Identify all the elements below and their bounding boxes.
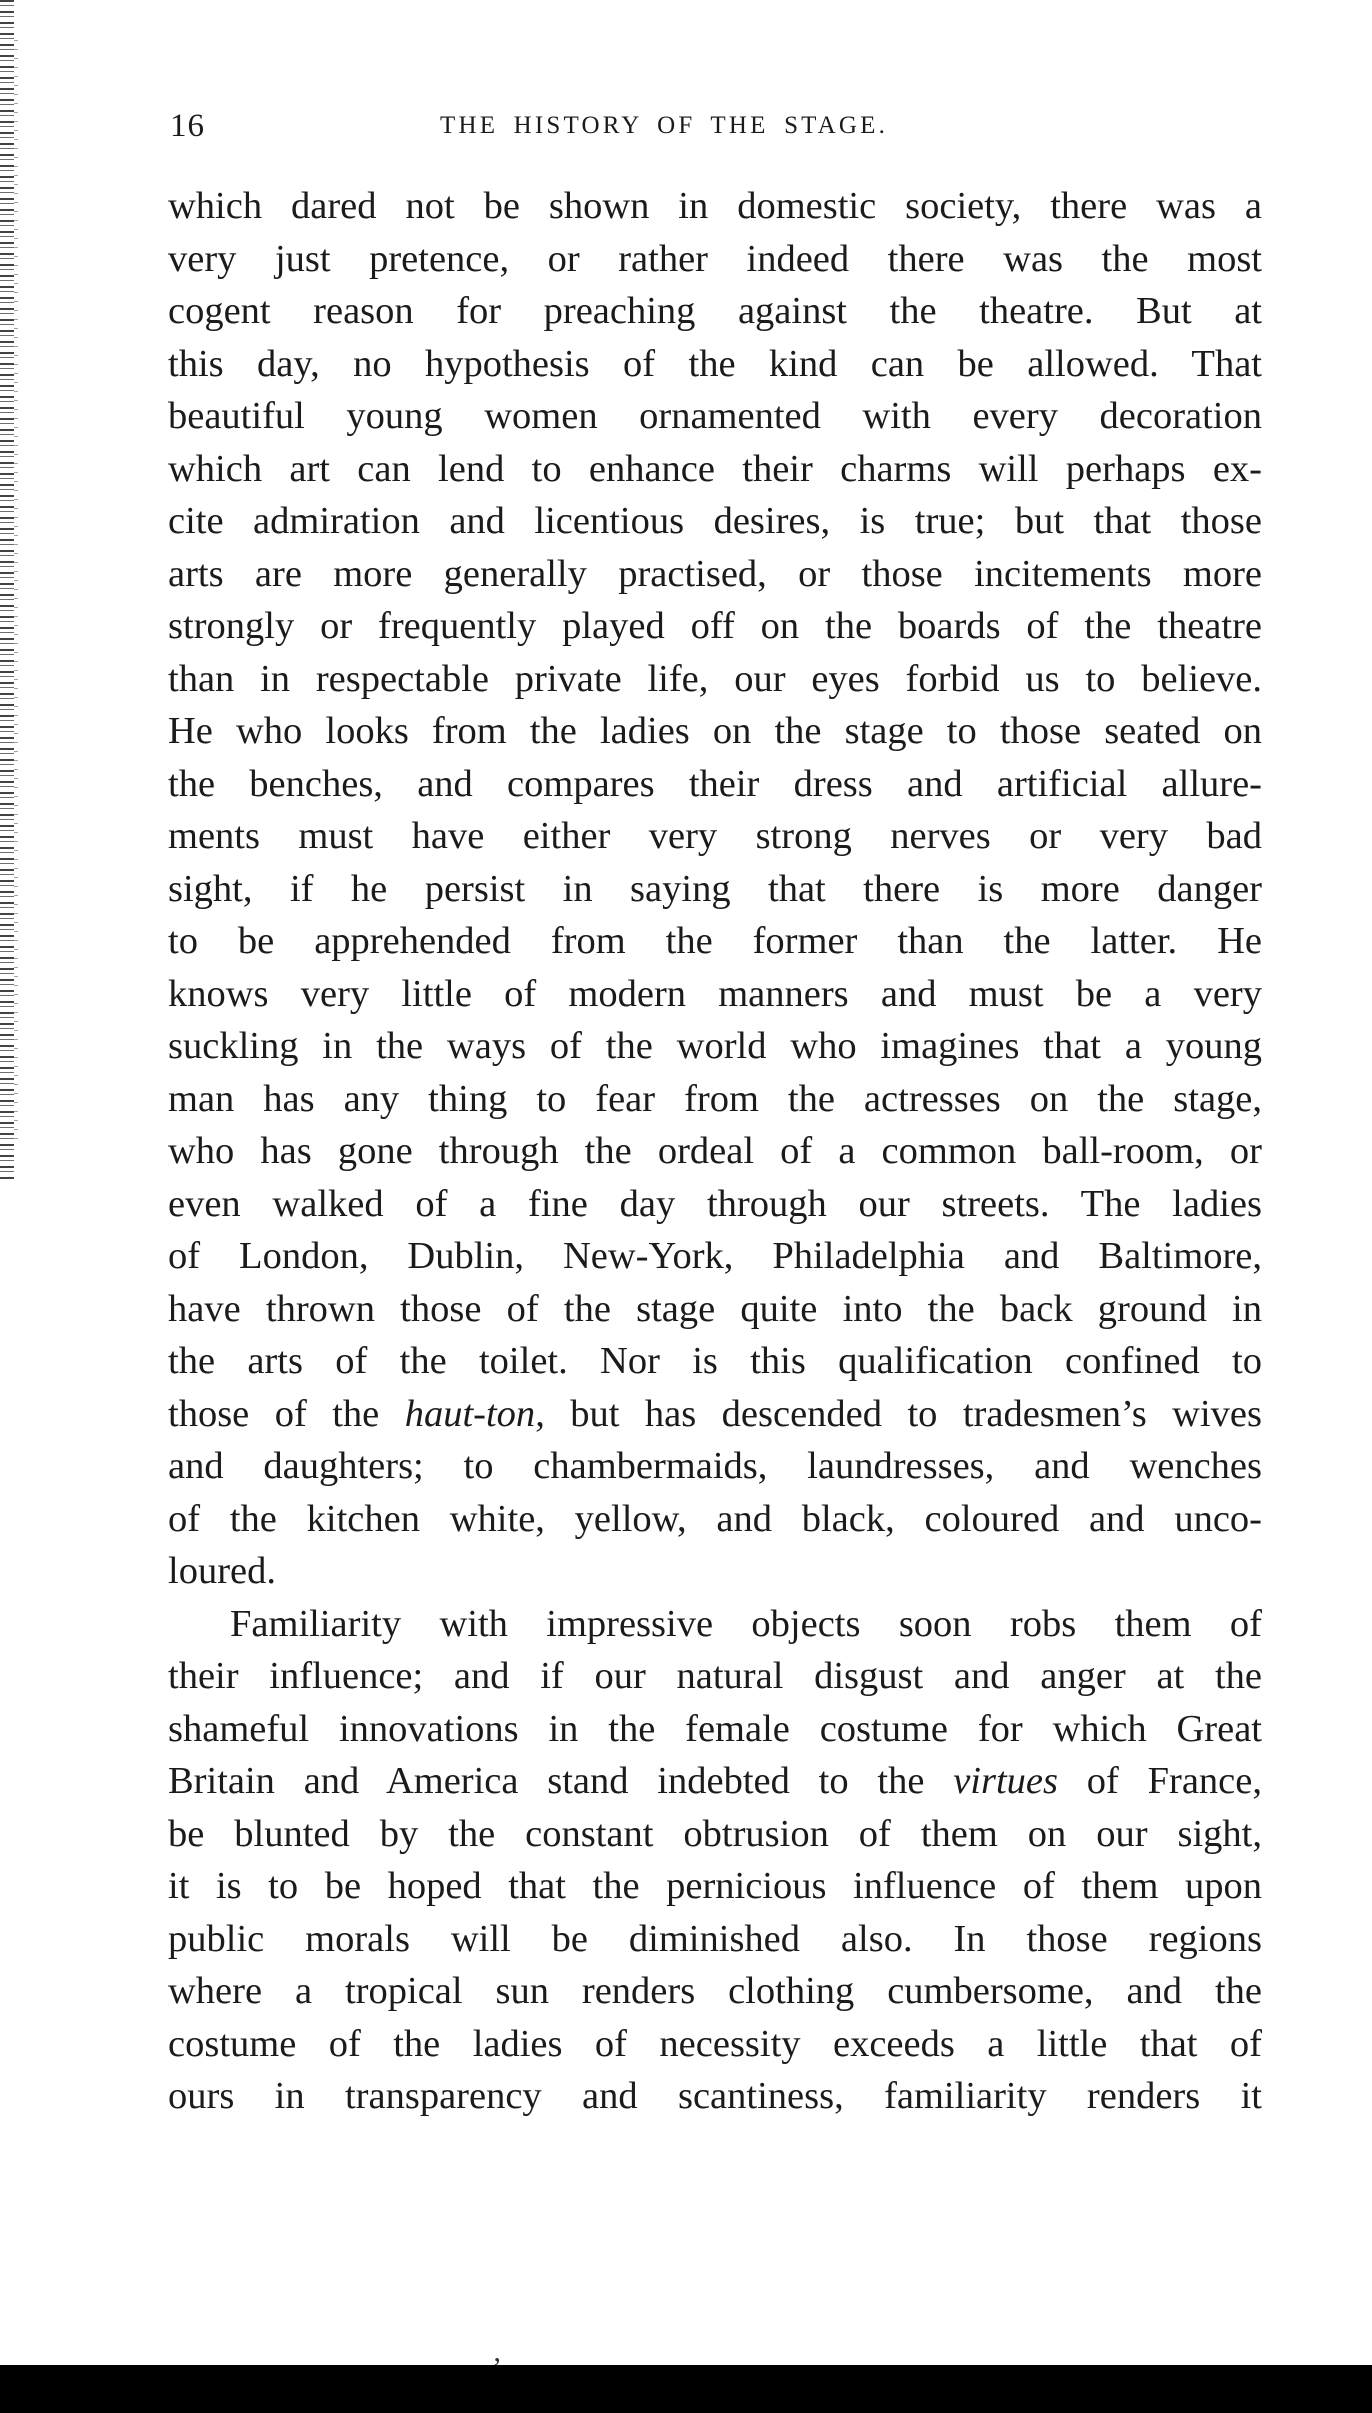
text-line: suckling in the ways of the world who imagines that a young (168, 1025, 1262, 1067)
text-line: of the kitchen white, yellow, and black, coloured and unco- (168, 1497, 1262, 1540)
text-line: even walked of a fine day through our streets. The ladies (168, 1182, 1262, 1225)
text-line (168, 1388, 1262, 1441)
text-line: who has gone through the ordeal of a common ball-room, or (168, 1130, 1262, 1172)
text-line: very just pretence, or rather indeed there was the most (168, 237, 1262, 280)
text-line: which art can lend to enhance their charms will perhaps ex- (168, 447, 1262, 490)
text-fragment: , but has descended to tradesmen’s wives (535, 1392, 1262, 1435)
text-line: be blunted by the constant obtrusion of them on our sight, (168, 1812, 1262, 1855)
text-line: their influence; and if our natural disgust and anger at the (168, 1655, 1262, 1697)
text-line: ours in transparency and scantiness, familiarity renders it (168, 2075, 1262, 2117)
text-line: strongly or frequently played off on the boards of the theatre (168, 605, 1262, 647)
binding-edge (0, 0, 14, 1180)
text-line: have thrown those of the stage quite into the back ground in (168, 1287, 1262, 1330)
running-head (170, 108, 1260, 152)
text-line: shameful innovations in the female costume for which Great (168, 1707, 1262, 1750)
text-line: costume of the ladies of necessity exceeds a little that of (168, 2022, 1262, 2065)
text-line: beautiful young women ornamented with every decoration (168, 395, 1262, 437)
text-line: cogent reason for preaching against the theatre. But at (168, 290, 1262, 332)
running-title: THE HISTORY OF THE STAGE. (440, 112, 889, 139)
text-line: sight, if he persist in saying that there is more danger (168, 867, 1262, 910)
text-line: public morals will be diminished also. In those regions (168, 1917, 1262, 1960)
text-line: the benches, and compares their dress and artificial allure- (168, 762, 1262, 805)
text-line: ments must have either very strong nerves or very bad (168, 815, 1262, 857)
text-line: Familiarity with impressive objects soon robs them of (230, 1602, 1262, 1645)
italic-term: virtues (953, 1760, 1058, 1802)
binding-edge-shadow (14, 40, 18, 1140)
text-line: which dared not be shown in domestic society, there was a (168, 185, 1262, 227)
text-line: the arts of the toilet. Nor is this qualification confined to (168, 1340, 1262, 1382)
text-line: it is to be hoped that the pernicious influence of them upon (168, 1865, 1262, 1907)
text-fragment: those of the (168, 1392, 405, 1435)
text-line: cite admiration and licentious desires, is true; but that those (168, 500, 1262, 542)
scan-bottom-edge (0, 2365, 1372, 2413)
text-line: this day, no hypothesis of the kind can be allowed. That (168, 342, 1262, 385)
text-line: knows very little of modern manners and must be a very (168, 972, 1262, 1015)
text-line: He who looks from the ladies on the stage to those seated on (168, 710, 1262, 752)
text-line: where a tropical sun renders clothing cumbersome, and the (168, 1970, 1262, 2012)
text-line: than in respectable private life, our eyes forbid us to believe. (168, 657, 1262, 700)
page-number: 16 (170, 108, 205, 144)
text-fragment: Britain and America stand indebted to the (168, 1760, 954, 1802)
text-line: and daughters; to chambermaids, laundresses, and wenches (168, 1445, 1262, 1487)
text-line: arts are more generally practised, or those incitements more (168, 552, 1262, 595)
text-line: man has any thing to fear from the actresses on the stage, (168, 1077, 1262, 1120)
text-line: to be apprehended from the former than the latter. He (168, 920, 1262, 962)
text-line (168, 1755, 1262, 1808)
text-line: of London, Dublin, New-York, Philadelphia and Baltimore, (168, 1235, 1262, 1277)
body-text (168, 180, 1262, 2123)
text-line: loured. (168, 1550, 276, 1592)
text-fragment: of France, (1057, 1760, 1262, 1802)
italic-term: haut-ton (404, 1392, 536, 1435)
